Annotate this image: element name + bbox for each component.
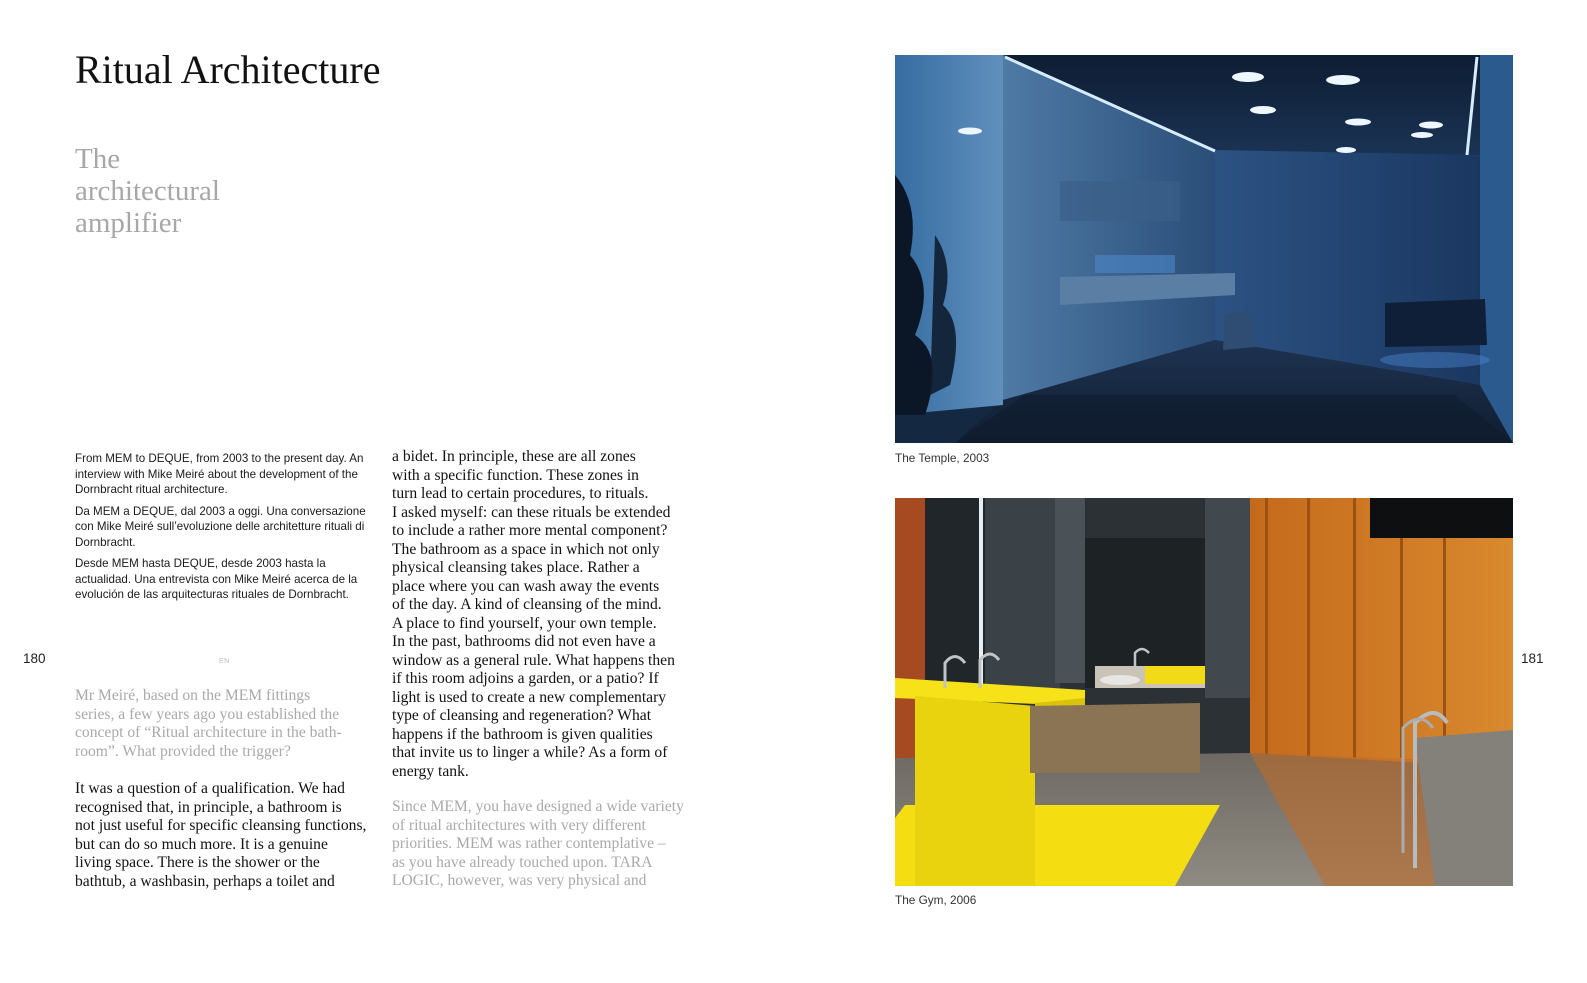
text-line: energy tank.: [392, 762, 469, 780]
column-b-answer: [392, 448, 675, 781]
text-line: priorities. MEM was rather contemplative –: [392, 835, 666, 852]
subtitle-line: The: [75, 143, 121, 175]
text-line: as you have already touched upon. TARA: [392, 853, 653, 871]
text-line: of ritual architectures with very different: [392, 816, 646, 834]
text-line: window as a general rule. What happens then: [392, 651, 675, 669]
page-number-right: 181: [1521, 651, 1544, 666]
subtitle-line: amplifier: [75, 207, 182, 239]
text-line: that invite us to linger a while? As a form of: [392, 744, 668, 761]
photo-gym: [895, 498, 1513, 886]
text-line: but can do so much more. It is a genuine: [75, 835, 328, 853]
photo-temple: [895, 55, 1513, 443]
column-a-answer: [75, 780, 366, 891]
intro-block: [75, 451, 375, 609]
text-line: with a specific function. These zones in: [392, 466, 639, 484]
text-line: I asked myself: can these rituals be extended: [392, 503, 671, 521]
text-line: Since MEM, you have designed a wide variety: [392, 798, 684, 815]
column-a-question: [75, 687, 342, 761]
intro-italian: Da MEM a DEQUE, dal 2003 a oggi. Una conversazione con Mike Meiré sull’evoluzione delle architetture rituali di Dornbracht.: [75, 504, 366, 549]
column-b-question: [392, 798, 684, 891]
text-line: A place to find yourself, your own temple.: [392, 614, 657, 632]
text-line: LOGIC, however, was very physical and: [392, 872, 647, 889]
page-number-left: 180: [23, 651, 46, 666]
photo-gym-image: [895, 498, 1513, 886]
text-line: The bathroom as a space in which not only: [392, 540, 660, 558]
text-line: series, a few years ago you established the: [75, 705, 340, 723]
photo-caption-temple: The Temple, 2003: [895, 451, 990, 465]
text-line: place where you can wash away the events: [392, 577, 660, 595]
intro-spanish: Desde MEM hasta DEQUE, desde 2003 hasta la actualidad. Una entrevista con Mike Meiré acerca de la evolución de las arquitecturas rituales de Dornbracht.: [75, 557, 358, 601]
text-line: of the day. A kind of cleansing of the mind.: [392, 596, 662, 613]
text-line: happens if the bathroom is given qualities: [392, 725, 653, 743]
text-line: a bidet. In principle, these are all zones: [392, 448, 636, 465]
text-line: Mr Meiré, based on the MEM fittings: [75, 687, 311, 704]
text-line: type of cleansing and regeneration? What: [392, 707, 652, 724]
text-line: It was a question of a qualification. We had: [75, 780, 345, 797]
subtitle: [75, 143, 335, 239]
intro-english: From MEM to DEQUE, from 2003 to the present day. An interview with Mike Meiré about the development of the Dornbracht ritual architecture.: [75, 452, 364, 496]
text-line: light is used to create a new complementary: [392, 688, 667, 706]
language-tag: EN: [219, 658, 230, 665]
text-line: not just useful for specific cleansing functions,: [75, 817, 367, 834]
subtitle-line: architectural: [75, 175, 220, 207]
text-line: In the past, bathrooms did not even have a: [392, 633, 656, 650]
text-line: physical cleansing takes place. Rather a: [392, 559, 640, 576]
photo-temple-image: [895, 55, 1513, 443]
text-line: turn lead to certain procedures, to rituals.: [392, 485, 649, 502]
text-line: recognised that, in principle, a bathroom is: [75, 798, 342, 816]
text-line: to include a rather more mental component?: [392, 522, 668, 539]
text-line: bathtub, a washbasin, perhaps a toilet and: [75, 872, 335, 890]
photo-caption-gym: The Gym, 2006: [895, 893, 977, 907]
text-line: if this room adjoins a garden, or a patio? If: [392, 670, 659, 687]
page-title: Ritual Architecture: [75, 47, 381, 92]
text-line: concept of “Ritual architecture in the bath-: [75, 724, 342, 741]
text-line: room”. What provided the trigger?: [75, 742, 291, 760]
text-line: living space. There is the shower or the: [75, 854, 320, 871]
